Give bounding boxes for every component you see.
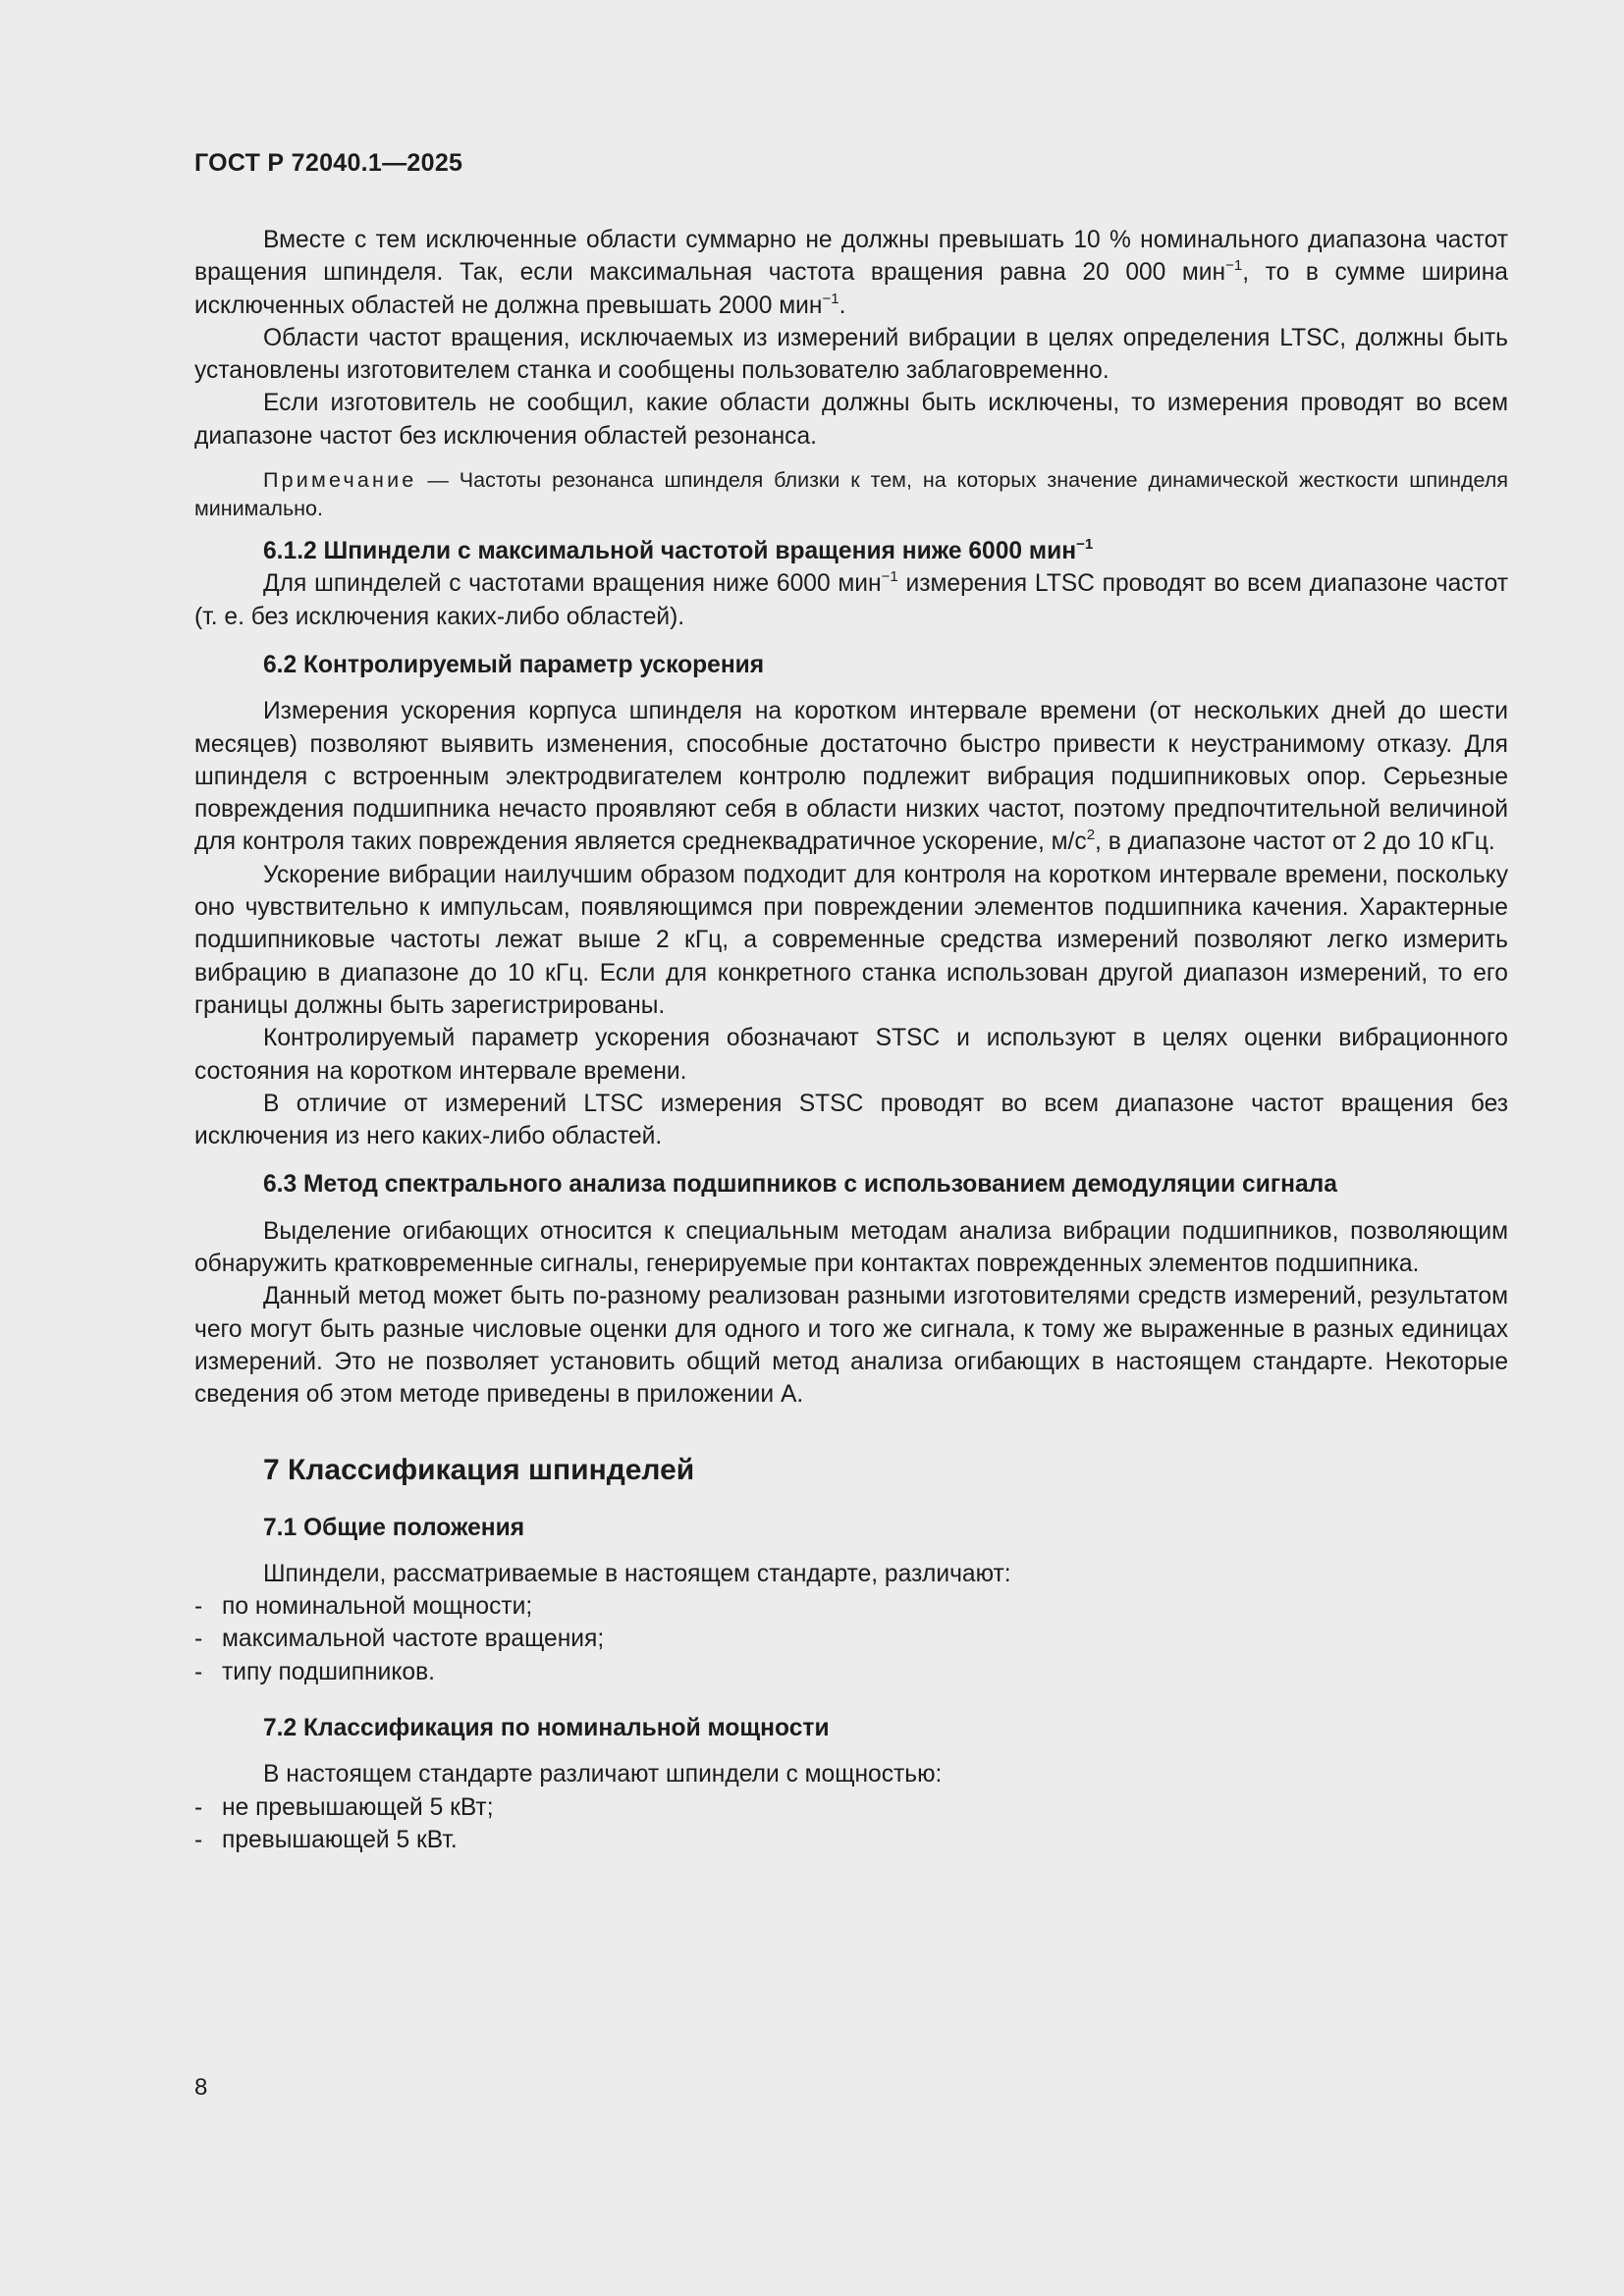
superscript: −1 [1225, 257, 1243, 275]
paragraph [194, 224, 1508, 322]
dash-bullet: - [194, 1593, 203, 1621]
text-run: , в диапазоне частот от 2 до 10 кГц. [1095, 828, 1495, 856]
text-run: . [839, 292, 846, 319]
superscript: 2 [1086, 827, 1096, 844]
paragraph: В отличие от измерений LTSC измерения STSC проводят во всем диапазоне частот вращения без исключения из него каких-либо областей. [194, 1090, 1508, 1150]
dash-bullet: - [194, 1793, 203, 1821]
section-heading: 6.3 Метод спектрального анализа подшипников с использованием демодуляции сигнала [263, 1171, 1337, 1199]
paragraph [194, 695, 1508, 858]
paragraph: Данный метод может быть по-разному реализован разными изготовителями средств измерений, результатом чего могут быть разные числовые оценки для одного и того же сигнала, к тому же выраженные в разных единицах измерений. Это не позволяет установить общий метод анализа огибающих в настоящем стандарте. Некоторые сведения об этом методе приведены в приложении А. [194, 1283, 1508, 1409]
list-item [194, 1791, 1508, 1824]
dash-bullet: - [194, 1626, 203, 1653]
section-heading [194, 535, 1508, 567]
note [194, 466, 1508, 523]
text-run: , то в сумме ширина исключенных областей не должна превышать 2000 мин [194, 259, 1508, 319]
list-item-text: превышающей 5 кВт. [222, 1826, 458, 1853]
note-text: — Частоты резонанса шпинделя близки к тем, на которых значение динамической жесткости шпинделя минимально. [194, 468, 1508, 521]
dash-bullet: - [194, 1658, 203, 1685]
list-item [194, 1623, 1508, 1655]
chapter-heading: 7 Классификация шпинделей [263, 1453, 695, 1486]
power-class-list [194, 1791, 1508, 1857]
classification-list [194, 1590, 1508, 1688]
list-item-text: максимальной частоте вращения; [222, 1626, 605, 1653]
list-item-text: типу подшипников. [222, 1658, 435, 1685]
section-heading: 6.2 Контролируемый параметр ускорения [263, 651, 765, 678]
text-run: Измерения ускорения корпуса шпинделя на коротком интервале времени (от нескольких дней до шести месяцев) позволяют выявить изменения, способные достаточно быстро привести к неустранимому отказу. Для шпинделя с встроенным электродвигателем контролю подлежит вибрация подшипниковых опор. Серьезные повреждения подшипника нечасто проявляют себя в области низких частот, поэтому предпочтительной величиной для контроля таких повреждения является среднеквадратичное ускорение, м/с [194, 698, 1508, 856]
superscript: −1 [881, 568, 898, 586]
list-item-text: не превышающей 5 кВт; [222, 1793, 494, 1821]
heading-text: 6.1.2 Шпиндели с максимальной частотой вращения ниже 6000 мин [263, 538, 1077, 565]
dash-bullet: - [194, 1826, 203, 1853]
paragraph: Ускорение вибрации наилучшим образом подходит для контроля на коротком интервале времени, поскольку оно чувствительно к импульсам, появляющимся при повреждении элементов подшипника качения. Характерные подшипниковые частоты лежат выше 2 кГц, а современные средства измерений позволяют легко измерить вибрацию в диапазоне до 10 кГц. Если для конкретного станка использован другой диапазон измерений, то его границы должны быть зарегистрированы. [194, 861, 1508, 1019]
paragraph: В настоящем стандарте различают шпиндели с мощностью: [263, 1761, 943, 1789]
page-number: 8 [194, 2074, 208, 2101]
paragraph [194, 567, 1508, 633]
list-item-text: по номинальной мощности; [222, 1593, 533, 1621]
text-run: Для шпинделей с частотами вращения ниже 6000 мин [263, 570, 882, 598]
paragraph: Области частот вращения, исключаемых из измерений вибрации в целях определения LTSC, должны быть установлены изготовителем станка и сообщены пользователю заблаговременно. [194, 324, 1508, 385]
page-body [194, 224, 1508, 1856]
text-run: Вместе с тем исключенные области суммарно не должны превышать 10 % номинального диапазона частот вращения шпинделя. Так, если максимальная частота вращения равна 20 000 мин [194, 227, 1508, 287]
paragraph: Контролируемый параметр ускорения обозначают STSC и используют в целях оценки вибрационного состояния на коротком интервале времени. [194, 1025, 1508, 1085]
text-run: измерения LTSC проводят во всем диапазоне частот (т. е. без исключения каких-либо областей). [194, 570, 1508, 630]
paragraph: Шпиндели, рассматриваемые в настоящем стандарте, различают: [263, 1560, 1011, 1587]
superscript: −1 [1076, 536, 1094, 554]
note-label: Примечание [263, 468, 417, 493]
list-item [194, 1590, 1508, 1623]
document-header: ГОСТ Р 72040.1—2025 [194, 149, 463, 177]
list-item [194, 1656, 1508, 1688]
paragraph: Выделение огибающих относится к специальным методам анализа вибрации подшипников, позволяющим обнаружить кратковременные сигналы, генерируемые при контактах поврежденных элементов подшипника. [194, 1217, 1508, 1278]
list-item [194, 1824, 1508, 1856]
paragraph: Если изготовитель не сообщил, какие области должны быть исключены, то измерения проводят во всем диапазоне частот без исключения областей резонанса. [194, 390, 1508, 450]
section-heading: 7.1 Общие положения [263, 1514, 525, 1541]
section-heading: 7.2 Классификация по номинальной мощности [263, 1714, 830, 1741]
superscript: −1 [822, 290, 839, 307]
